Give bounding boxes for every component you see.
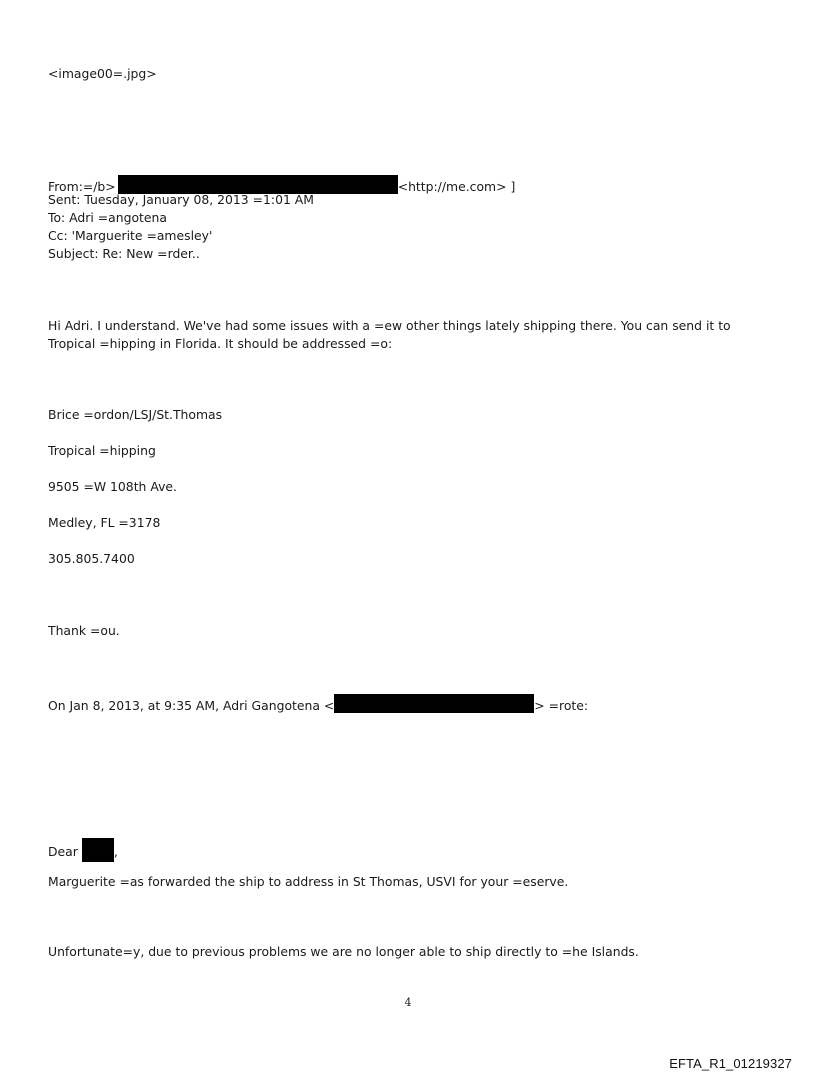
redaction-bar [82, 838, 114, 862]
subject-line: Subject: Re: New =rder.. [48, 246, 200, 261]
address-line-2: Tropical =hipping [48, 443, 156, 458]
quote-header [48, 694, 588, 714]
address-line-3: 9505 =W 108th Ave. [48, 479, 177, 494]
to-line: To: Adri =angotena [48, 210, 167, 225]
quote-suffix: > =rote: [534, 698, 589, 713]
page-number: 4 [404, 996, 412, 1009]
address-line-4: Medley, FL =3178 [48, 515, 161, 530]
attachment-placeholder: <image00=.jpg> [48, 66, 157, 81]
thanks-line: Thank =ou. [48, 623, 120, 638]
from-suffix: <http://me.com> ] [397, 179, 516, 194]
quoted-paragraph-1: Marguerite =as forwarded the ship to address in St Thomas, USVI for your =eserve. [48, 874, 569, 889]
bates-number: EFTA_R1_01219327 [669, 1056, 792, 1071]
quoted-paragraph-2: Unfortunate=y, due to previous problems we are no longer able to ship directly to =he Islands. [48, 944, 639, 959]
sent-line: Sent: Tuesday, January 08, 2013 =1:01 AM [48, 192, 314, 207]
from-label: From:=/b> [48, 179, 116, 194]
cc-line: Cc: 'Marguerite =amesley' [48, 228, 213, 243]
redaction-bar [334, 694, 534, 713]
intro-paragraph: Hi Adri. I understand. We've had some issues with a =ew other things lately shipping there. You can send it to Tropical =hipping in Florida. It should be addressed =o: [48, 318, 731, 351]
greeting-suffix: , [113, 844, 118, 859]
address-line-1: Brice =ordon/LSJ/St.Thomas [48, 407, 223, 422]
greeting-line [48, 838, 118, 862]
greeting-prefix: Dear [48, 844, 78, 859]
address-phone: 305.805.7400 [48, 551, 135, 566]
quote-prefix: On Jan 8, 2013, at 9:35 AM, Adri Gangotena < [48, 698, 335, 713]
